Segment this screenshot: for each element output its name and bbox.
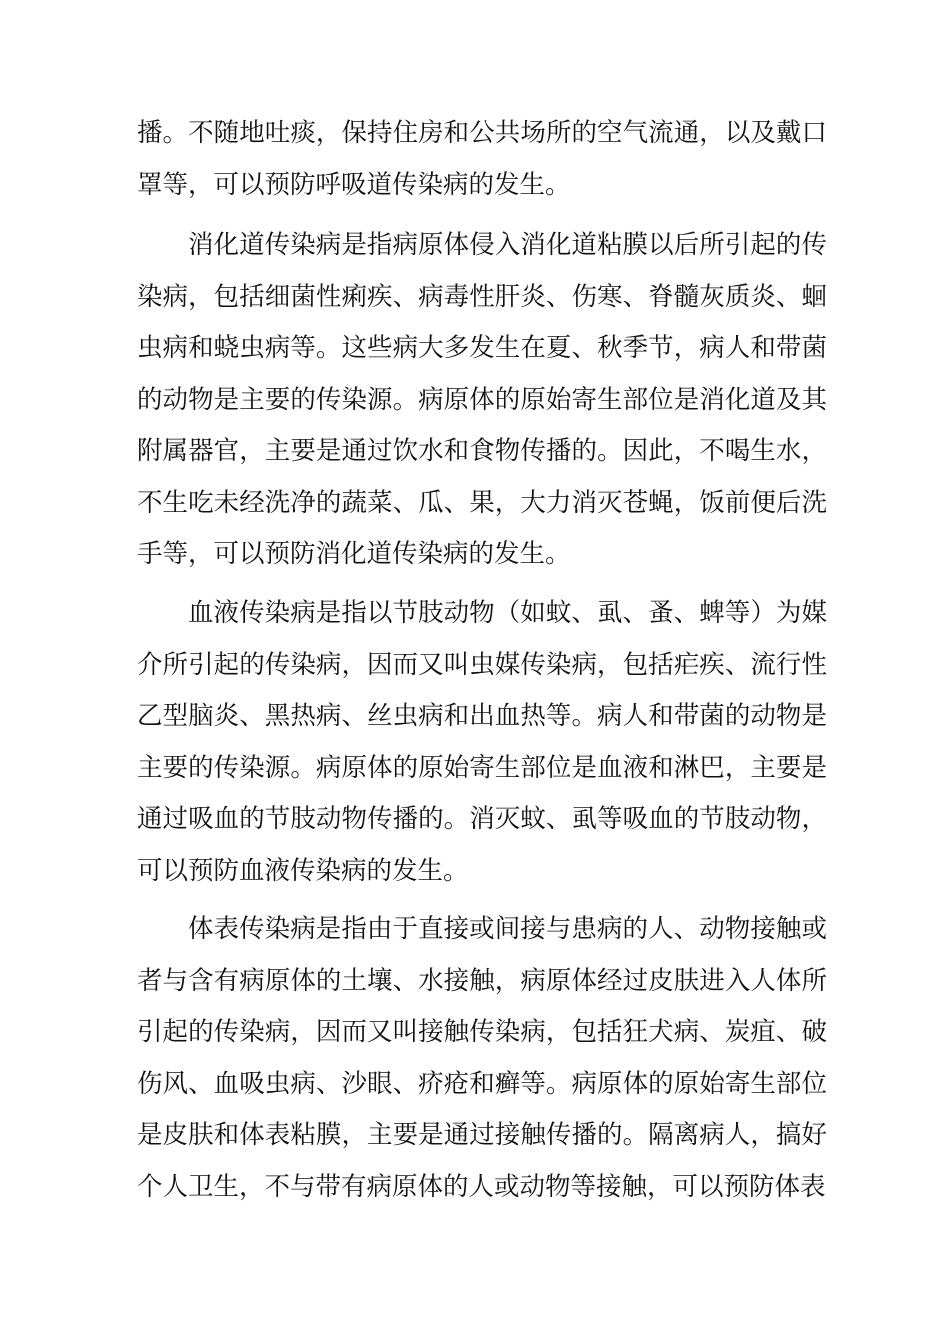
paragraph-continuation: 播。不随地吐痰，保持住房和公共场所的空气流通，以及戴口罩等，可以预防呼吸道传染病的发生。 bbox=[137, 118, 827, 200]
paragraph-digestive-tract-diseases: 消化道传染病是指病原体侵入消化道粘膜以后所引起的传染病，包括细菌性痢疾、病毒性肝炎、伤寒、脊髓灰质炎、蛔虫病和蛲虫病等。这些病大多发生在夏、秋季节，病人和带菌的动物是主要的传染源。病原体的原始寄生部位是消化道及其附属器官，主要是通过饮水和食物传播的。因此，不喝生水，不生吃未经洗净的蔬菜、瓜、果，大力消灭苍蝇，饭前便后洗手等，可以预防消化道传染病的发生。 bbox=[137, 230, 827, 569]
paragraph-body-surface-diseases: 体表传染病是指由于直接或间接与患病的人、动物接触或者与含有病原体的土壤、水接触，病原体经过皮肤进入人体所引起的传染病，因而又叫接触传染病，包括狂犬病、炭疽、破伤风、血吸虫病、沙眼、疥疮和癣等。病原体的原始寄生部位是皮肤和体表粘膜，主要是通过接触传播的。隔离病人，搞好个人卫生，不与带有病原体的人或动物等接触，可以预防体表 bbox=[137, 914, 827, 1202]
paragraph-blood-diseases: 血液传染病是指以节肢动物（如蚊、虱、蚤、蜱等）为媒介所引起的传染病，因而又叫虫媒传染病，包括疟疾、流行性乙型脑炎、黑热病、丝虫病和出血热等。病人和带菌的动物是主要的传染源。病原体的原始寄生部位是血液和淋巴，主要是通过吸血的节肢动物传播的。消灭蚊、虱等吸血的节肢动物，可以预防血液传染病的发生。 bbox=[137, 598, 827, 886]
